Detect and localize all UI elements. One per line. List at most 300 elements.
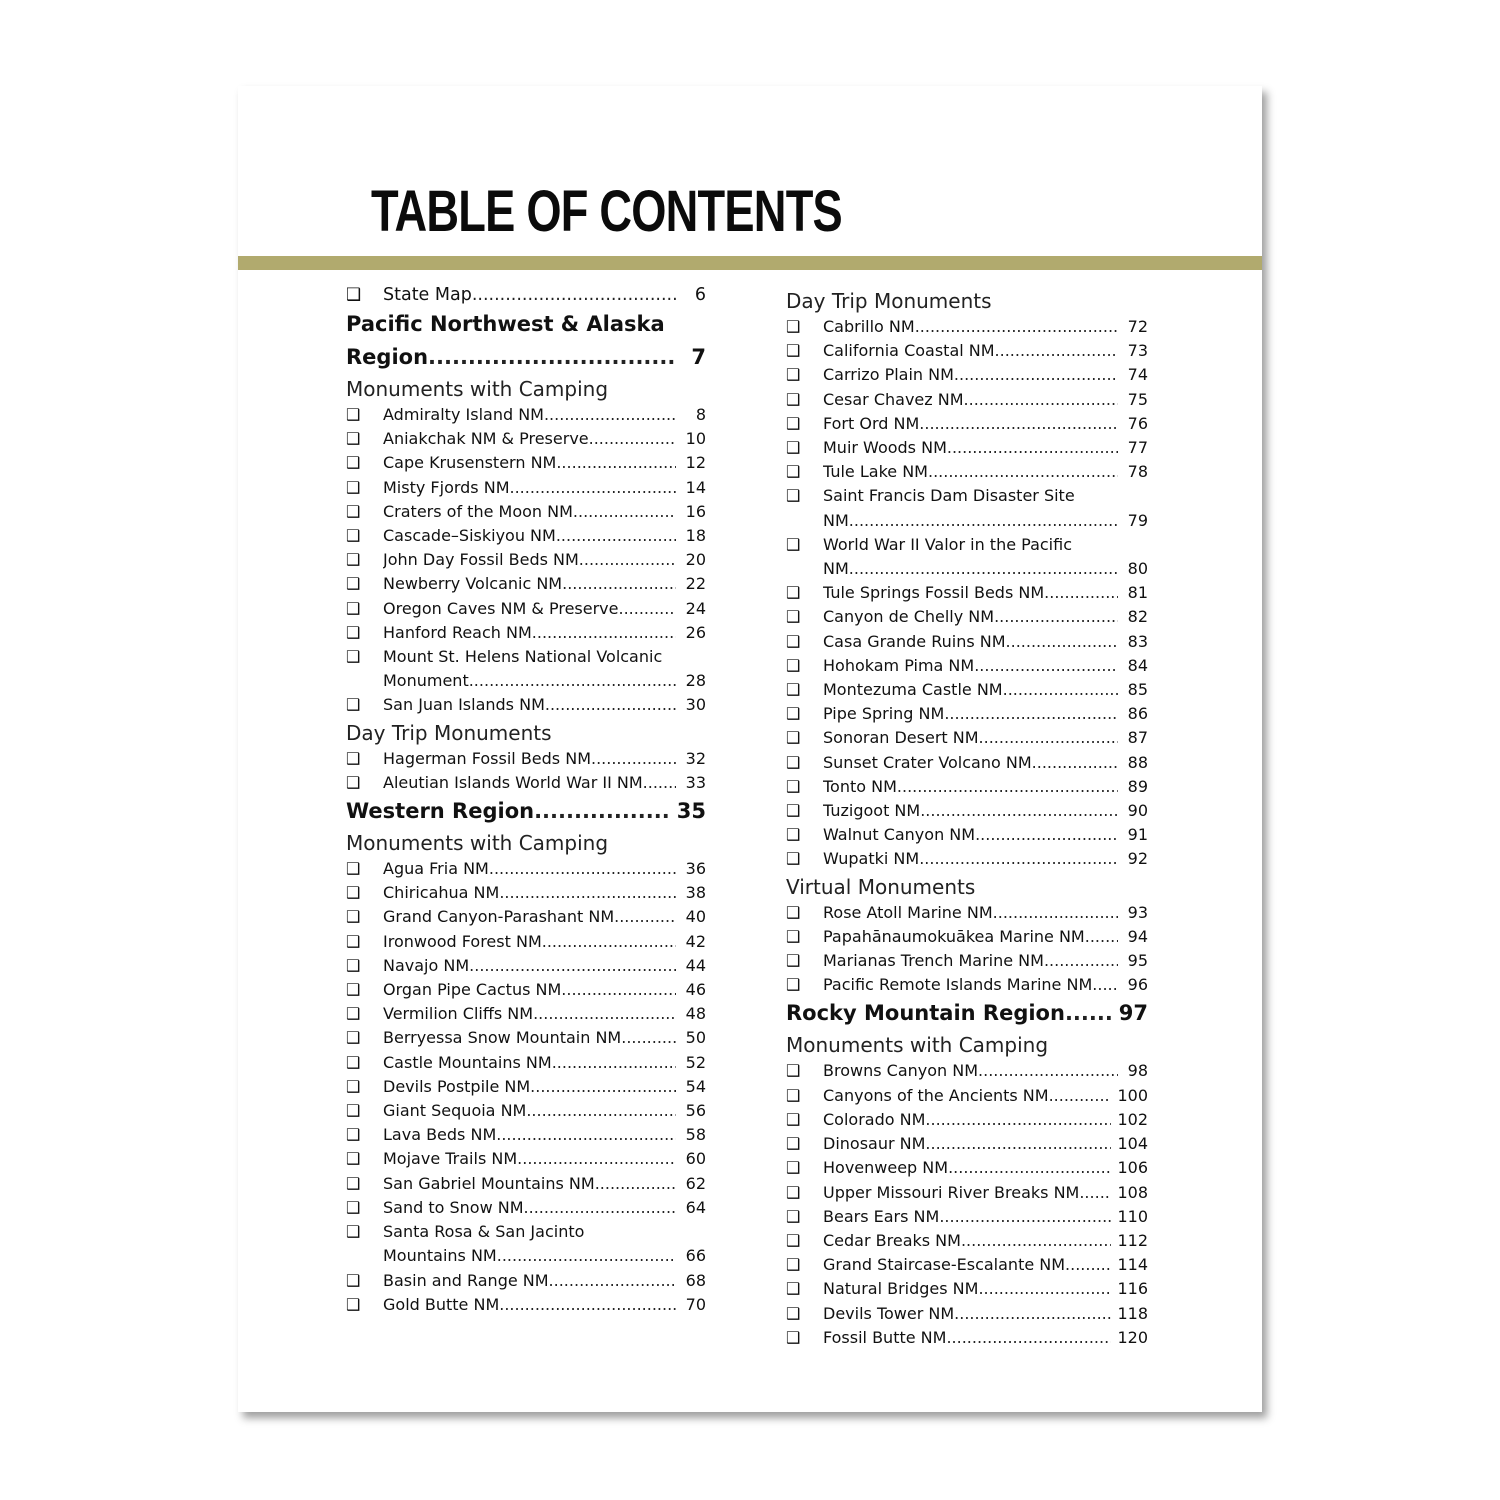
toc-entry[interactable] <box>346 1051 706 1075</box>
dot-leader <box>1003 678 1118 702</box>
dot-leader <box>552 1051 676 1075</box>
toc-entry[interactable] <box>346 1196 706 1220</box>
dot-leader <box>517 1147 676 1171</box>
checkbox-icon[interactable]: ❑ <box>786 317 801 336</box>
entry-label: Newberry Volcanic NM <box>383 574 563 594</box>
entry-label: Agua Fria NM <box>383 859 489 879</box>
dot-leader <box>978 1277 1111 1301</box>
checkbox-icon[interactable]: ❑ <box>786 438 801 458</box>
entry-page: 73 <box>1127 341 1148 361</box>
dot-leader <box>964 388 1118 412</box>
toc-entry[interactable] <box>786 363 1148 387</box>
entry-page: 93 <box>1127 902 1148 922</box>
entry-label: Cedar Breaks NM <box>823 1230 961 1250</box>
checkbox-icon[interactable]: ❑ <box>346 907 361 927</box>
toc-entry[interactable] <box>346 403 706 427</box>
checkbox-icon[interactable]: ❑ <box>346 748 361 768</box>
toc-entry[interactable] <box>786 339 1148 363</box>
toc-entry[interactable] <box>786 1277 1148 1301</box>
entry-page: 94 <box>1127 926 1148 946</box>
entry-label: Canyon de Chelly NM <box>823 607 995 627</box>
checkbox-icon[interactable]: ❑ <box>346 622 361 642</box>
entry-label: Aleutian Islands World War II NM <box>383 772 643 792</box>
entry-label: Ironwood Forest NM <box>383 931 542 951</box>
checkbox-icon[interactable]: ❑ <box>346 453 361 473</box>
toc-entry[interactable] <box>346 1220 706 1244</box>
dot-leader <box>1079 1181 1111 1205</box>
dot-leader <box>975 823 1118 847</box>
entry-label: Muir Woods NM <box>823 438 947 458</box>
toc-entry[interactable] <box>346 548 706 572</box>
entry-label: Vermilion Cliffs NM <box>383 1004 534 1024</box>
entry-page: 12 <box>685 453 706 473</box>
toc-entry[interactable] <box>786 973 1148 997</box>
dot-leader <box>1065 997 1111 1030</box>
checkbox-icon[interactable]: ❑ <box>786 341 801 361</box>
dot-leader <box>534 795 669 828</box>
toc-entry[interactable] <box>786 901 1148 925</box>
checkbox-icon[interactable]: ❑ <box>346 285 362 305</box>
dot-leader <box>974 654 1118 678</box>
checkbox-icon[interactable]: ❑ <box>786 849 801 869</box>
dot-leader <box>561 978 676 1002</box>
toc-entry[interactable] <box>786 436 1148 460</box>
toc-entry[interactable] <box>786 949 1148 973</box>
entry-label: Giant Sequoia NM <box>383 1101 527 1121</box>
toc-entry[interactable] <box>346 524 706 548</box>
entry-page: 6 <box>694 285 706 305</box>
checkbox-icon[interactable]: ❑ <box>346 1270 361 1290</box>
entry-label: Grand Canyon-Parashant NM <box>383 907 615 927</box>
checkbox-icon[interactable]: ❑ <box>786 655 801 675</box>
checkbox-icon[interactable]: ❑ <box>786 1255 801 1275</box>
entry-label: Cape Krusenstern NM <box>383 453 557 473</box>
toc-entry[interactable] <box>346 930 706 954</box>
entry-label: Mojave Trails NM <box>383 1149 518 1169</box>
checkbox-icon[interactable]: ❑ <box>786 583 801 603</box>
checkbox-icon[interactable]: ❑ <box>786 728 801 748</box>
entry-label: Fossil Butte NM <box>823 1327 947 1347</box>
toc-entry[interactable] <box>346 282 706 308</box>
dot-leader <box>947 436 1118 460</box>
dot-leader <box>614 905 676 929</box>
checkbox-icon[interactable]: ❑ <box>346 1149 361 1169</box>
toc-entry[interactable] <box>786 412 1148 436</box>
checkbox-icon[interactable]: ❑ <box>786 1061 801 1081</box>
entry-page: 16 <box>685 501 706 521</box>
entry-label: Lava Beds NM <box>383 1125 497 1145</box>
checkbox-icon[interactable]: ❑ <box>346 598 361 618</box>
dot-leader <box>589 427 676 451</box>
toc-entry[interactable] <box>786 1059 1148 1083</box>
checkbox-icon[interactable]: ❑ <box>346 955 361 975</box>
entry-label: Tonto NM <box>823 776 897 796</box>
entry-label: Devils Tower NM <box>823 1303 955 1323</box>
checkbox-icon[interactable]: ❑ <box>346 1173 361 1193</box>
dot-leader <box>556 451 676 475</box>
dot-leader <box>545 693 676 717</box>
entry-page: 77 <box>1127 438 1148 458</box>
toc-entry[interactable] <box>786 775 1148 799</box>
entry-page: 82 <box>1127 607 1148 627</box>
toc-entry-continued <box>346 669 706 693</box>
header-rule <box>238 256 1262 270</box>
entry-page: 118 <box>1117 1303 1148 1323</box>
entry-label: Upper Missouri River Breaks NM <box>823 1182 1080 1202</box>
toc-entry[interactable] <box>786 702 1148 726</box>
toc-entry[interactable] <box>346 693 706 717</box>
checkbox-icon[interactable]: ❑ <box>346 1076 361 1096</box>
entry-page: 95 <box>1127 951 1148 971</box>
checkbox-icon[interactable]: ❑ <box>786 926 801 946</box>
toc-entry[interactable] <box>786 1253 1148 1277</box>
checkbox-icon[interactable]: ❑ <box>786 1158 801 1178</box>
dot-leader <box>994 605 1118 629</box>
checkbox-icon[interactable]: ❑ <box>786 704 801 724</box>
checkbox-icon[interactable]: ❑ <box>346 931 361 951</box>
dot-leader <box>1006 630 1118 654</box>
toc-entry[interactable] <box>786 847 1148 871</box>
toc-entry[interactable] <box>346 1075 706 1099</box>
dot-leader <box>556 524 676 548</box>
checkbox-icon[interactable]: ❑ <box>786 413 801 433</box>
entry-label: NM <box>823 510 849 530</box>
checkbox-icon[interactable]: ❑ <box>346 1052 361 1072</box>
entry-list <box>346 857 706 1220</box>
toc-entry[interactable] <box>346 1123 706 1147</box>
entry-label: Saint Francis Dam Disaster Site <box>823 486 1075 506</box>
checkbox-icon[interactable]: ❑ <box>786 801 801 821</box>
entry-page: 104 <box>1117 1134 1148 1154</box>
toc-entry[interactable] <box>346 1002 706 1026</box>
entry-label: Admiralty Island NM <box>383 405 544 424</box>
entry-label: Castle Mountains NM <box>383 1052 552 1072</box>
dot-leader <box>533 1002 676 1026</box>
dot-leader <box>919 847 1118 871</box>
entry-label: Browns Canyon NM <box>823 1061 979 1081</box>
toc-entry[interactable] <box>346 1269 706 1293</box>
toc-entry[interactable] <box>786 1084 1148 1108</box>
toc-entry[interactable] <box>346 747 706 771</box>
entry-page: 112 <box>1117 1230 1148 1250</box>
dot-leader <box>524 1196 676 1220</box>
checkbox-icon[interactable]: ❑ <box>346 574 361 594</box>
entry-page: 8 <box>695 405 706 424</box>
region-heading: Pacific Northwest & Alaska <box>346 312 665 336</box>
checkbox-icon[interactable]: ❑ <box>786 389 801 409</box>
entry-page: 89 <box>1127 776 1148 796</box>
entry-label: Hanford Reach NM <box>383 622 532 642</box>
entry-label: Hohokam Pima NM <box>823 655 975 675</box>
dot-leader <box>579 548 676 572</box>
dot-leader <box>993 901 1118 925</box>
toc-entry[interactable] <box>346 978 706 1002</box>
region-label: Western Region <box>346 799 535 824</box>
dot-leader <box>961 1229 1112 1253</box>
entry-list <box>786 581 1148 871</box>
entry-page: 33 <box>685 772 706 792</box>
checkbox-icon[interactable]: ❑ <box>786 975 801 995</box>
toc-entry[interactable] <box>786 823 1148 847</box>
dot-leader <box>591 747 676 771</box>
entry-label: Bears Ears NM <box>823 1206 940 1226</box>
toc-entry[interactable] <box>346 597 706 621</box>
entry-page: 91 <box>1127 825 1148 845</box>
entry-page: 76 <box>1127 413 1148 433</box>
entry-page: 100 <box>1117 1085 1148 1105</box>
toc-entry[interactable] <box>786 1108 1148 1132</box>
checkbox-icon[interactable]: ❑ <box>346 772 361 792</box>
toc-entry-continued <box>786 509 1148 533</box>
entry-label: Dinosaur NM <box>823 1134 926 1154</box>
dot-leader <box>1044 581 1118 605</box>
entry-page: 10 <box>685 429 706 449</box>
checkbox-icon[interactable]: ❑ <box>786 1230 801 1250</box>
toc-entry[interactable] <box>786 605 1148 629</box>
toc-entry[interactable] <box>346 954 706 978</box>
entry-page: 50 <box>685 1028 706 1048</box>
dot-leader <box>428 341 674 374</box>
checkbox-icon[interactable]: ❑ <box>786 825 801 845</box>
dot-leader <box>1044 949 1118 973</box>
checkbox-icon[interactable]: ❑ <box>346 477 361 497</box>
checkbox-icon[interactable]: ❑ <box>786 1303 801 1323</box>
entry-page: 54 <box>685 1076 706 1096</box>
toc-entry[interactable] <box>786 678 1148 702</box>
toc-entry[interactable] <box>346 905 706 929</box>
checkbox-icon[interactable]: ❑ <box>346 1294 361 1314</box>
entry-label: Navajo NM <box>383 955 470 975</box>
checkbox-icon[interactable]: ❑ <box>346 1101 361 1121</box>
dot-leader <box>946 1326 1111 1350</box>
toc-entry[interactable] <box>786 1326 1148 1350</box>
entry-page: 18 <box>685 526 706 546</box>
toc-entry[interactable] <box>346 1172 706 1196</box>
entry-page: 36 <box>685 859 706 879</box>
entry-label: Natural Bridges NM <box>823 1279 979 1299</box>
entry-label: World War II Valor in the Pacific <box>823 534 1072 554</box>
dot-leader <box>897 775 1118 799</box>
checkbox-icon[interactable]: ❑ <box>786 1327 801 1347</box>
toc-entry[interactable] <box>346 881 706 905</box>
checkbox-icon[interactable]: ❑ <box>346 883 361 903</box>
entry-label: Sonoran Desert NM <box>823 728 979 748</box>
entry-label: Wupatki NM <box>823 849 920 869</box>
entry-list <box>346 1269 706 1317</box>
entry-label: Devils Postpile NM <box>383 1076 531 1096</box>
checkbox-icon[interactable]: ❑ <box>786 534 801 554</box>
entry-list <box>346 747 706 795</box>
checkbox-icon[interactable]: ❑ <box>786 1109 801 1129</box>
dot-leader <box>530 1075 676 1099</box>
dot-leader <box>1085 925 1118 949</box>
entry-page: 56 <box>685 1101 706 1121</box>
checkbox-icon[interactable]: ❑ <box>346 501 361 521</box>
section-heading: Monuments with Camping <box>786 1033 1049 1058</box>
entry-page: 30 <box>685 695 706 715</box>
toc-entry[interactable] <box>786 1302 1148 1326</box>
toc-column-left <box>346 282 706 1317</box>
toc-entry[interactable] <box>786 1229 1148 1253</box>
entry-label: Pacific Remote Islands Marine NM <box>823 975 1093 995</box>
entry-label: Cesar Chavez NM <box>823 389 964 409</box>
region-label: Rocky Mountain Region <box>786 1001 1065 1026</box>
toc-entry[interactable] <box>786 925 1148 949</box>
dot-leader <box>915 315 1118 339</box>
toc-entry[interactable] <box>346 1147 706 1171</box>
entry-page: 87 <box>1127 728 1148 748</box>
entry-label: Cascade–Siskiyou NM <box>383 526 556 546</box>
entry-label: John Day Fossil Beds NM <box>383 550 579 570</box>
checkbox-icon[interactable]: ❑ <box>346 859 361 879</box>
region-heading-row <box>346 341 706 374</box>
section-heading: Day Trip Monuments <box>786 289 992 313</box>
entry-page: 106 <box>1117 1158 1148 1178</box>
toc-entry[interactable] <box>346 451 706 475</box>
checkbox-icon[interactable]: ❑ <box>786 462 801 482</box>
entry-page: 85 <box>1127 680 1148 700</box>
checkbox-icon[interactable]: ❑ <box>786 680 801 700</box>
checkbox-icon[interactable]: ❑ <box>346 980 361 1000</box>
entry-page: 40 <box>685 907 706 927</box>
toc-entry[interactable] <box>786 630 1148 654</box>
entry-page: 48 <box>685 1004 706 1024</box>
checkbox-icon[interactable]: ❑ <box>786 1182 801 1202</box>
entry-list <box>786 1059 1148 1349</box>
checkbox-icon[interactable]: ❑ <box>786 776 801 796</box>
entry-page: 75 <box>1127 389 1148 409</box>
toc-entry[interactable] <box>786 726 1148 750</box>
toc-entry[interactable] <box>786 581 1148 605</box>
dot-leader <box>995 339 1118 363</box>
toc-entry[interactable] <box>786 533 1148 557</box>
dot-leader <box>469 669 676 693</box>
checkbox-icon[interactable]: ❑ <box>346 695 361 715</box>
entry-label: Fort Ord NM <box>823 413 920 433</box>
entry-label: Sand to Snow NM <box>383 1197 524 1217</box>
entry-label: Craters of the Moon NM <box>383 501 573 521</box>
checkbox-icon[interactable]: ❑ <box>346 429 361 449</box>
dot-leader <box>489 857 676 881</box>
dot-leader <box>919 412 1118 436</box>
checkbox-icon[interactable]: ❑ <box>346 647 361 667</box>
checkbox-icon[interactable]: ❑ <box>786 951 801 971</box>
toc-entry[interactable] <box>786 315 1148 339</box>
toc-entry[interactable] <box>346 1099 706 1123</box>
checkbox-icon[interactable]: ❑ <box>346 405 361 424</box>
dot-leader <box>920 799 1118 823</box>
toc-entry[interactable] <box>346 500 706 524</box>
dot-leader <box>532 621 676 645</box>
checkbox-icon[interactable]: ❑ <box>346 526 361 546</box>
checkbox-icon[interactable]: ❑ <box>786 1134 801 1154</box>
entry-page: 98 <box>1127 1061 1148 1081</box>
entry-label: Oregon Caves NM & Preserve <box>383 598 619 618</box>
toc-entry[interactable] <box>786 751 1148 775</box>
checkbox-icon[interactable]: ❑ <box>346 1004 361 1024</box>
entry-label: Hagerman Fossil Beds NM <box>383 748 591 768</box>
entry-label: Monument <box>383 671 469 691</box>
region-heading-row <box>786 997 1148 1030</box>
toc-entry[interactable] <box>346 771 706 795</box>
toc-entry[interactable] <box>786 1132 1148 1156</box>
dot-leader <box>925 1132 1111 1156</box>
entry-page: 92 <box>1127 849 1148 869</box>
dot-leader <box>939 1205 1111 1229</box>
checkbox-icon[interactable]: ❑ <box>346 1028 361 1048</box>
entry-label: Pipe Spring NM <box>823 704 945 724</box>
dot-leader <box>643 771 676 795</box>
entry-label: Papahānaumokuākea Marine NM <box>823 926 1085 946</box>
dot-leader <box>510 476 677 500</box>
entry-page: 66 <box>685 1246 706 1266</box>
toc-entry[interactable] <box>786 1156 1148 1180</box>
toc-entry[interactable] <box>786 1181 1148 1205</box>
dot-leader <box>849 509 1118 533</box>
entry-page: 52 <box>685 1052 706 1072</box>
toc-entry[interactable] <box>346 427 706 451</box>
region-label: Region <box>346 345 429 369</box>
entry-label: Aniakchak NM & Preserve <box>383 429 589 449</box>
checkbox-icon[interactable]: ❑ <box>346 1125 361 1145</box>
checkbox-icon[interactable]: ❑ <box>346 550 361 570</box>
dot-leader <box>948 1156 1111 1180</box>
entry-page: 114 <box>1117 1255 1148 1275</box>
toc-entry[interactable] <box>786 1205 1148 1229</box>
dot-leader <box>925 1108 1111 1132</box>
toc-entry[interactable] <box>346 645 706 669</box>
entry-label: San Juan Islands NM <box>383 695 545 715</box>
toc-entry[interactable] <box>346 476 706 500</box>
entry-list <box>346 403 706 645</box>
checkbox-icon[interactable]: ❑ <box>786 1279 801 1299</box>
region-page: 35 <box>676 799 706 824</box>
dot-leader <box>544 403 676 427</box>
dot-leader <box>944 702 1118 726</box>
checkbox-icon[interactable]: ❑ <box>786 607 801 627</box>
entry-page: 14 <box>685 477 706 497</box>
entry-page: 60 <box>685 1149 706 1169</box>
checkbox-icon[interactable]: ❑ <box>346 1222 361 1242</box>
toc-entry[interactable] <box>346 621 706 645</box>
entry-page: 46 <box>685 980 706 1000</box>
entry-page: 68 <box>685 1270 706 1290</box>
entry-page: 78 <box>1127 462 1148 482</box>
toc-entry[interactable] <box>786 388 1148 412</box>
toc-entry[interactable] <box>786 799 1148 823</box>
toc-entry[interactable] <box>346 1293 706 1317</box>
checkbox-icon[interactable]: ❑ <box>786 902 801 922</box>
toc-entry[interactable] <box>346 857 706 881</box>
toc-entry[interactable] <box>786 484 1148 508</box>
entry-label: Hovenweep NM <box>823 1158 949 1178</box>
toc-entry[interactable] <box>346 1026 706 1050</box>
entry-label: San Gabriel Mountains NM <box>383 1173 595 1193</box>
checkbox-icon[interactable]: ❑ <box>786 752 801 772</box>
checkbox-icon[interactable]: ❑ <box>786 365 801 385</box>
toc-entry[interactable] <box>346 572 706 596</box>
checkbox-icon[interactable]: ❑ <box>786 631 801 651</box>
dot-leader <box>1092 973 1118 997</box>
checkbox-icon[interactable]: ❑ <box>346 1197 361 1217</box>
page-title: TABLE OF CONTENTS <box>371 179 842 244</box>
checkbox-icon[interactable]: ❑ <box>786 1206 801 1226</box>
toc-entry[interactable] <box>786 654 1148 678</box>
checkbox-icon[interactable]: ❑ <box>786 1085 801 1105</box>
toc-entry[interactable] <box>786 460 1148 484</box>
toc-entry-continued <box>786 557 1148 581</box>
checkbox-icon[interactable]: ❑ <box>786 486 801 506</box>
